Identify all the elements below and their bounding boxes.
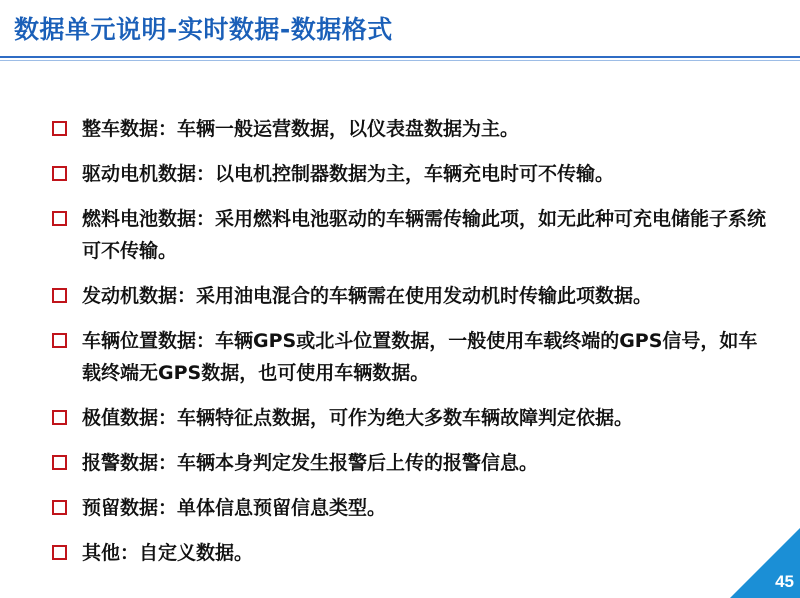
list-item: [52, 537, 772, 569]
bullet-text: 其他：自定义数据。: [82, 542, 254, 564]
bullet-text: 极值数据：车辆特征点数据，可作为绝大多数车辆故障判定依据。: [82, 407, 634, 429]
bullet-text: 整车数据：车辆一般运营数据，以仪表盘数据为主。: [82, 118, 520, 140]
list-item: [52, 402, 772, 434]
list-item: [52, 325, 772, 389]
bullet-text: 预留数据：单体信息预留信息类型。: [82, 497, 387, 519]
title-divider-thin: [0, 60, 800, 61]
bullet-text: 报警数据：车辆本身判定发生报警后上传的报警信息。: [82, 452, 539, 474]
title-divider: [0, 56, 800, 58]
page-number: 45: [775, 572, 794, 591]
list-item: [52, 492, 772, 524]
square-bullet-icon: [52, 166, 67, 181]
square-bullet-icon: [52, 121, 67, 136]
list-item: [52, 113, 772, 145]
list-item: [52, 203, 772, 267]
square-bullet-icon: [52, 410, 67, 425]
bullet-text: 驱动电机数据：以电机控制器数据为主，车辆充电时可不传输。: [82, 163, 615, 185]
list-item: [52, 447, 772, 479]
title-bar: [0, 0, 800, 56]
bullet-text: 车辆位置数据：车辆GPS或北斗位置数据，一般使用车载终端的GPS信号，如车载终端无GPS数据，也可使用车辆数据。: [82, 330, 758, 384]
list-item: [52, 280, 772, 312]
bullet-text: 燃料电池数据：采用燃料电池驱动的车辆需传输此项，如无此种可充电储能子系统可不传输。: [82, 208, 767, 262]
square-bullet-icon: [52, 545, 67, 560]
slide-title: 数据单元说明-实时数据-数据格式: [14, 15, 393, 44]
bullet-list: [52, 113, 772, 582]
square-bullet-icon: [52, 500, 67, 515]
list-item: [52, 158, 772, 190]
square-bullet-icon: [52, 333, 67, 348]
square-bullet-icon: [52, 211, 67, 226]
bullet-text: 发动机数据：采用油电混合的车辆需在使用发动机时传输此项数据。: [82, 285, 653, 307]
square-bullet-icon: [52, 288, 67, 303]
square-bullet-icon: [52, 455, 67, 470]
